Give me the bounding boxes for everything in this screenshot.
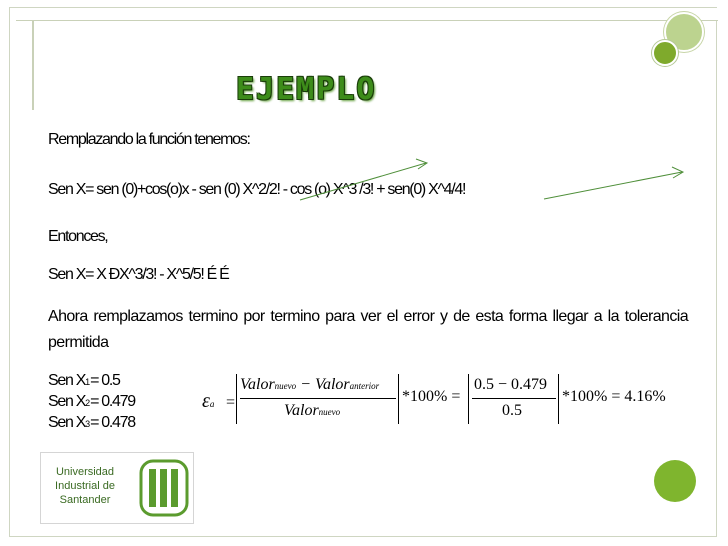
abs-bar-left-2 [468,374,469,424]
fraction-line-1 [240,398,396,399]
abs-bar-right-2 [558,374,559,424]
paragraph: Ahora remplazamos termino por termino para ver el error y de esta forma llegar a la tolerancia permitida [48,308,688,351]
fraction-line-2 [472,398,556,399]
epsilon-symbol: εa [202,390,215,412]
series-line: Sen X= sen (0)+cos(o)x - sen (0) X^2/2! - cos (o) X^3 /3! + sen(0) X^4/4! [48,181,466,198]
decor-circle-small [652,40,678,66]
denominator-2: 0.5 [502,402,522,419]
result-percent: *100% = 4.16% [562,388,666,405]
decor-circle-bottom [654,460,696,502]
abs-bar-right-1 [398,374,399,424]
top-bar [16,8,718,21]
value-row-1: Sen X1= 0.5 [48,372,120,389]
left-rule [32,20,34,110]
arrow-1 [296,156,436,206]
value-row-2: Sen X2= 0.479 [48,393,135,410]
abs-bar-left-1 [236,374,237,424]
multiply-100-1: *100% = [402,388,461,405]
uis-mark-icon [139,459,189,517]
arrow-2 [540,165,690,205]
uis-logo [40,452,194,524]
denominator-1: Valornuevo [284,402,341,419]
slide-title: EJEMPLO [236,72,377,107]
numerator-2: 0.5 − 0.479 [474,376,548,393]
intro-text: Remplazando la función tenemos: [48,131,250,148]
numerator-1: Valornuevo − Valoranterior [240,376,380,393]
logo-text: Universidad Industrial de Santander [55,466,115,506]
result-line: Sen X= X ÐX^3/3! - X^5/5! É É [48,266,229,283]
entonces-text: Entonces, [48,228,108,245]
value-row-3: Sen X3= 0.478 [48,414,135,431]
equals-sign: = [226,394,236,411]
